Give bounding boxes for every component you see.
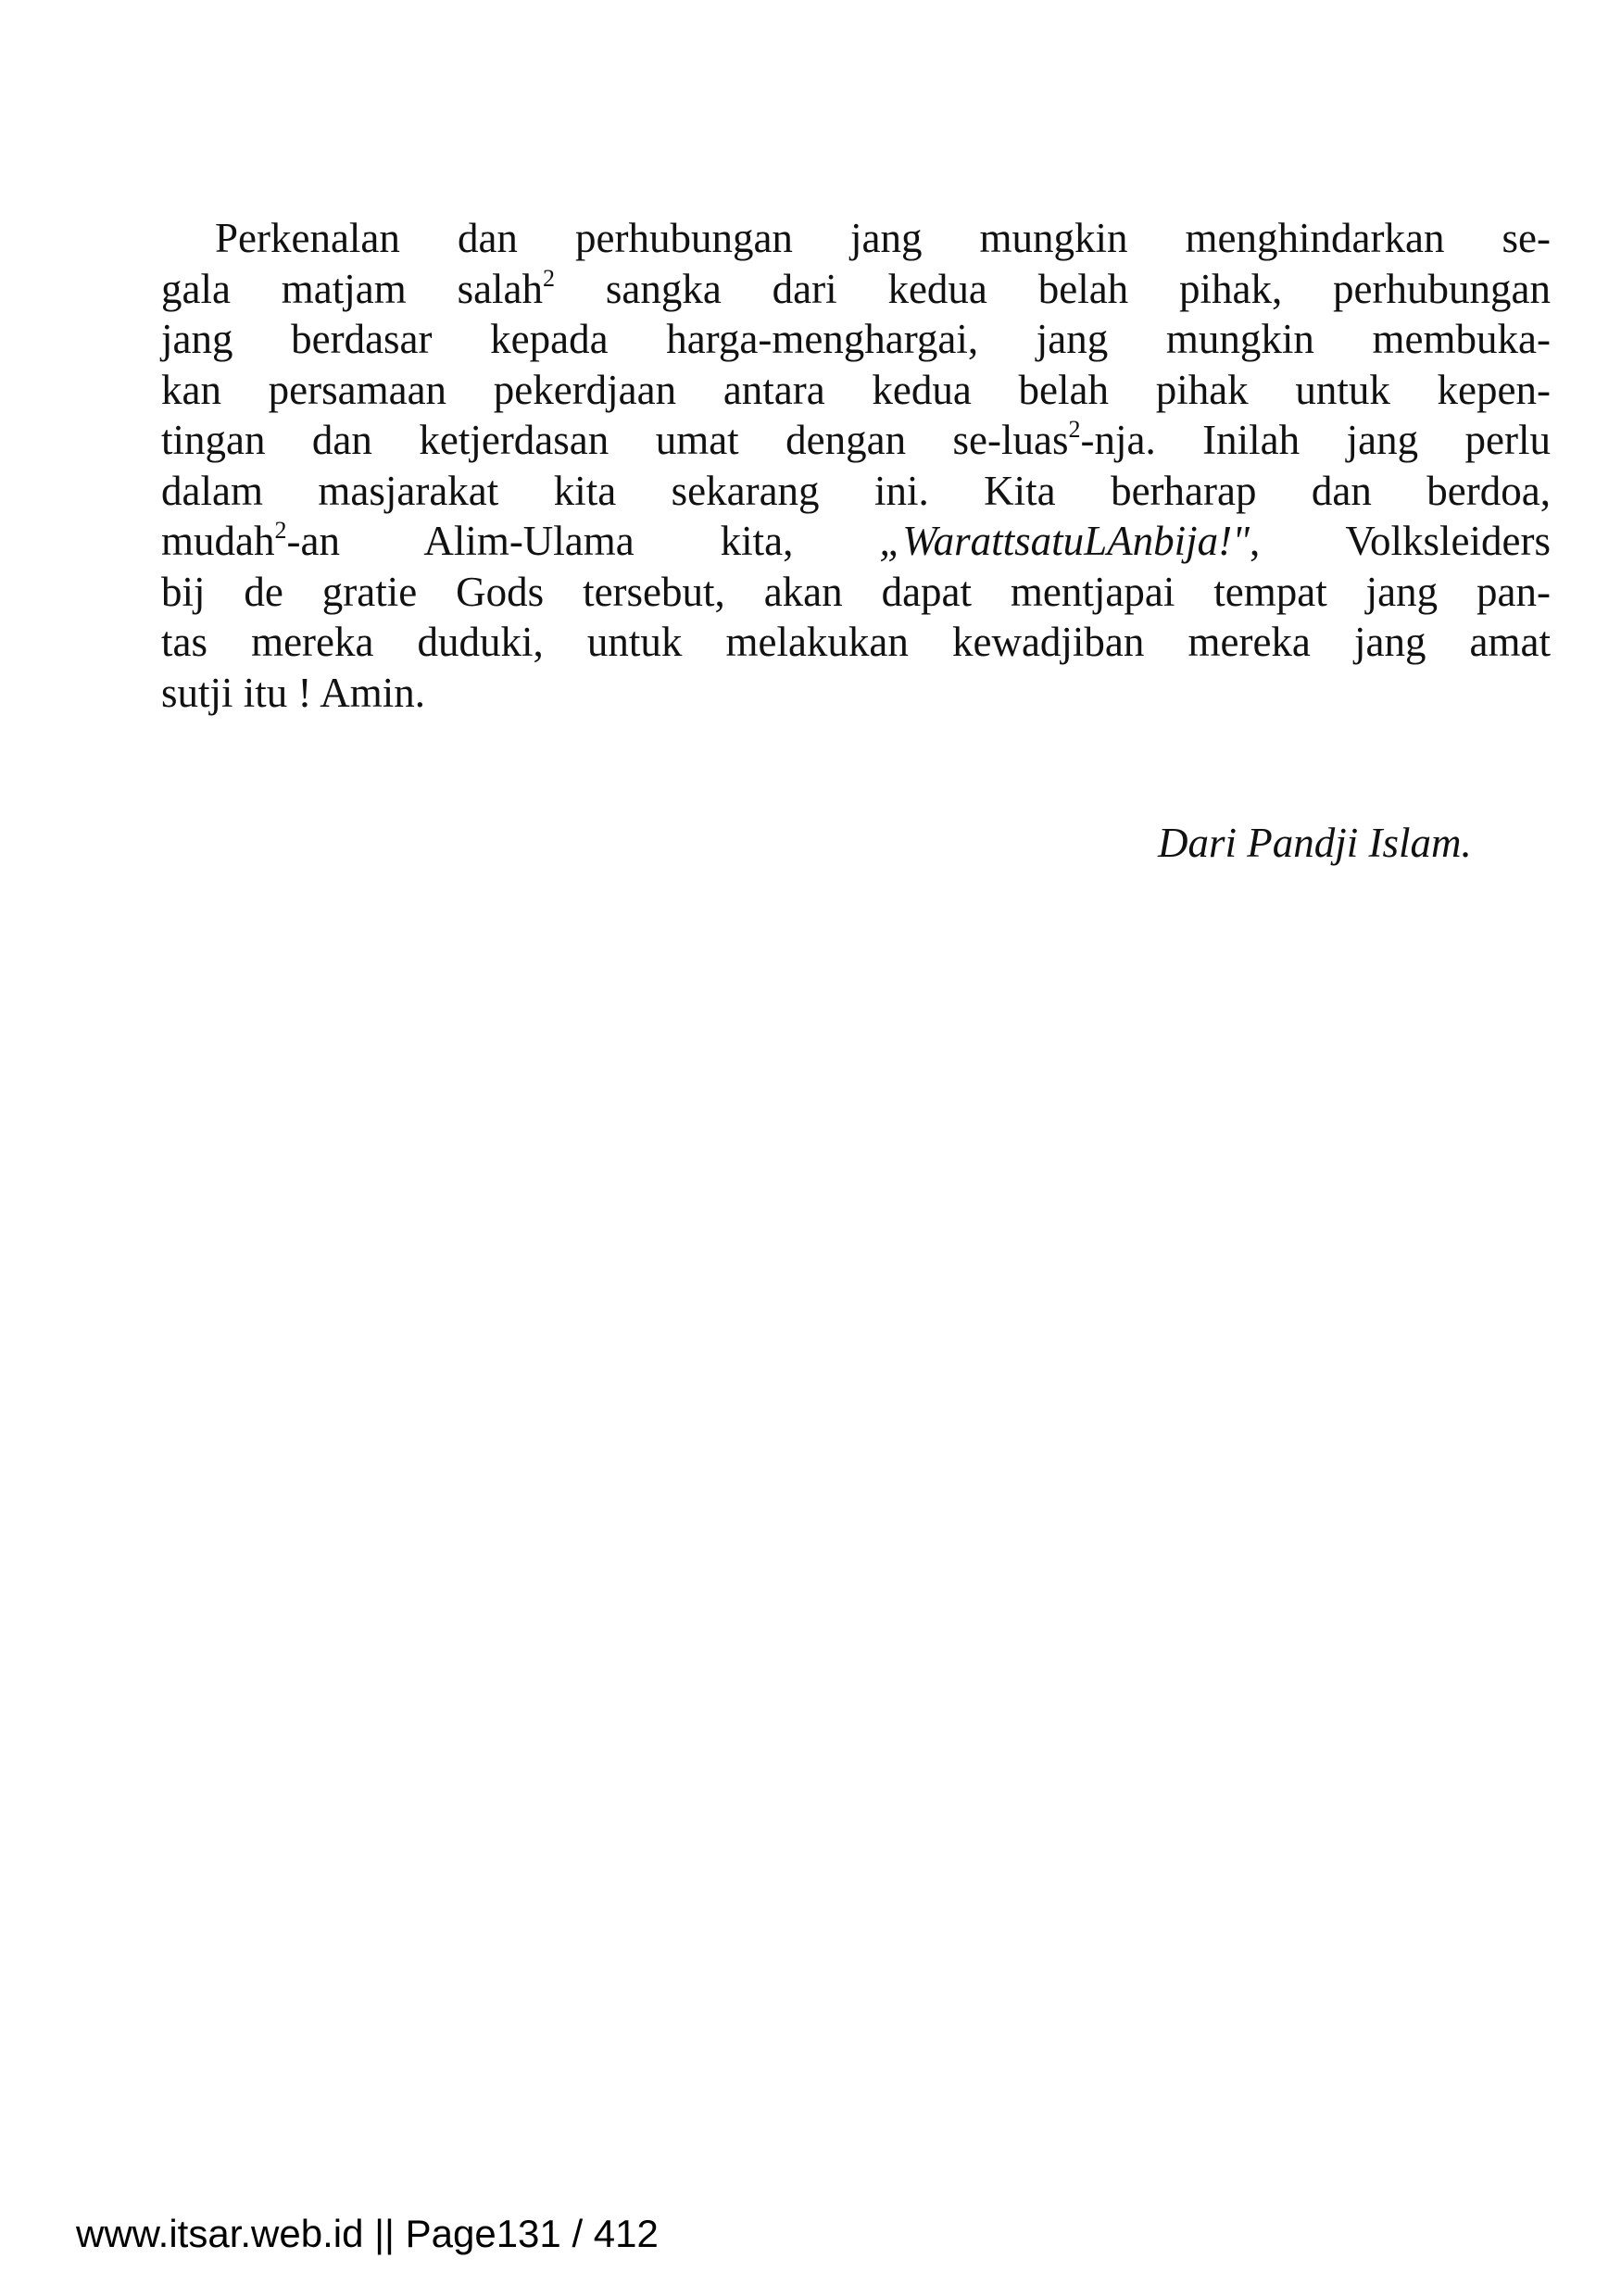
italic-quote: „WarattsatuLAnbija!"	[879, 518, 1250, 564]
paragraph-line-3: jang berdasar kepada harga-menghargai, jang mungkin membuka-	[161, 316, 1551, 362]
paragraph-line-5-part-a: tingan dan ketjerdasan umat dengan se-luas	[161, 417, 1069, 463]
superscript-2: 2	[1068, 416, 1081, 443]
paragraph-line-1: Perkenalan dan perhubungan jang mungkin menghindarkan se-	[215, 215, 1551, 261]
paragraph-line-7-part-c: , Volksleiders	[1250, 518, 1551, 564]
body-paragraph	[161, 213, 1551, 718]
paragraph-line-9: tas mereka duduki, untuk melakukan kewadjiban mereka jang amat	[161, 619, 1551, 665]
paragraph-line-5-part-b: -nja. Inilah jang perlu	[1080, 417, 1551, 463]
paragraph-line-8: bij de gratie Gods tersebut, akan dapat mentjapai tempat jang pan-	[161, 568, 1551, 615]
paragraph-line-7-part-a: mudah	[161, 518, 275, 564]
source-attribution: Dari Pandji Islam.	[1158, 820, 1472, 866]
superscript-2: 2	[274, 517, 287, 544]
paragraph-line-5	[161, 415, 1551, 466]
paragraph-line-6: dalam masjarakat kita sekarang ini. Kita berharap dan berdoa,	[161, 467, 1551, 514]
paragraph-line-2	[161, 264, 1551, 315]
page-footer: www.itsar.web.id || Page131 / 412	[76, 2212, 659, 2255]
paragraph-line-10: sutji itu ! Amin.	[161, 669, 426, 716]
paragraph-line-7	[161, 516, 1551, 567]
paragraph-line-2-part-b: sangka dari kedua belah pihak, perhubungan	[555, 265, 1551, 312]
paragraph-line-2-part-a: gala matjam salah	[161, 265, 544, 312]
paragraph-line-4: kan persamaan pekerdjaan antara kedua belah pihak untuk kepen-	[161, 366, 1551, 413]
paragraph-line-7-part-b: -an Alim-Ulama kita,	[286, 518, 880, 564]
superscript-2: 2	[543, 264, 556, 292]
